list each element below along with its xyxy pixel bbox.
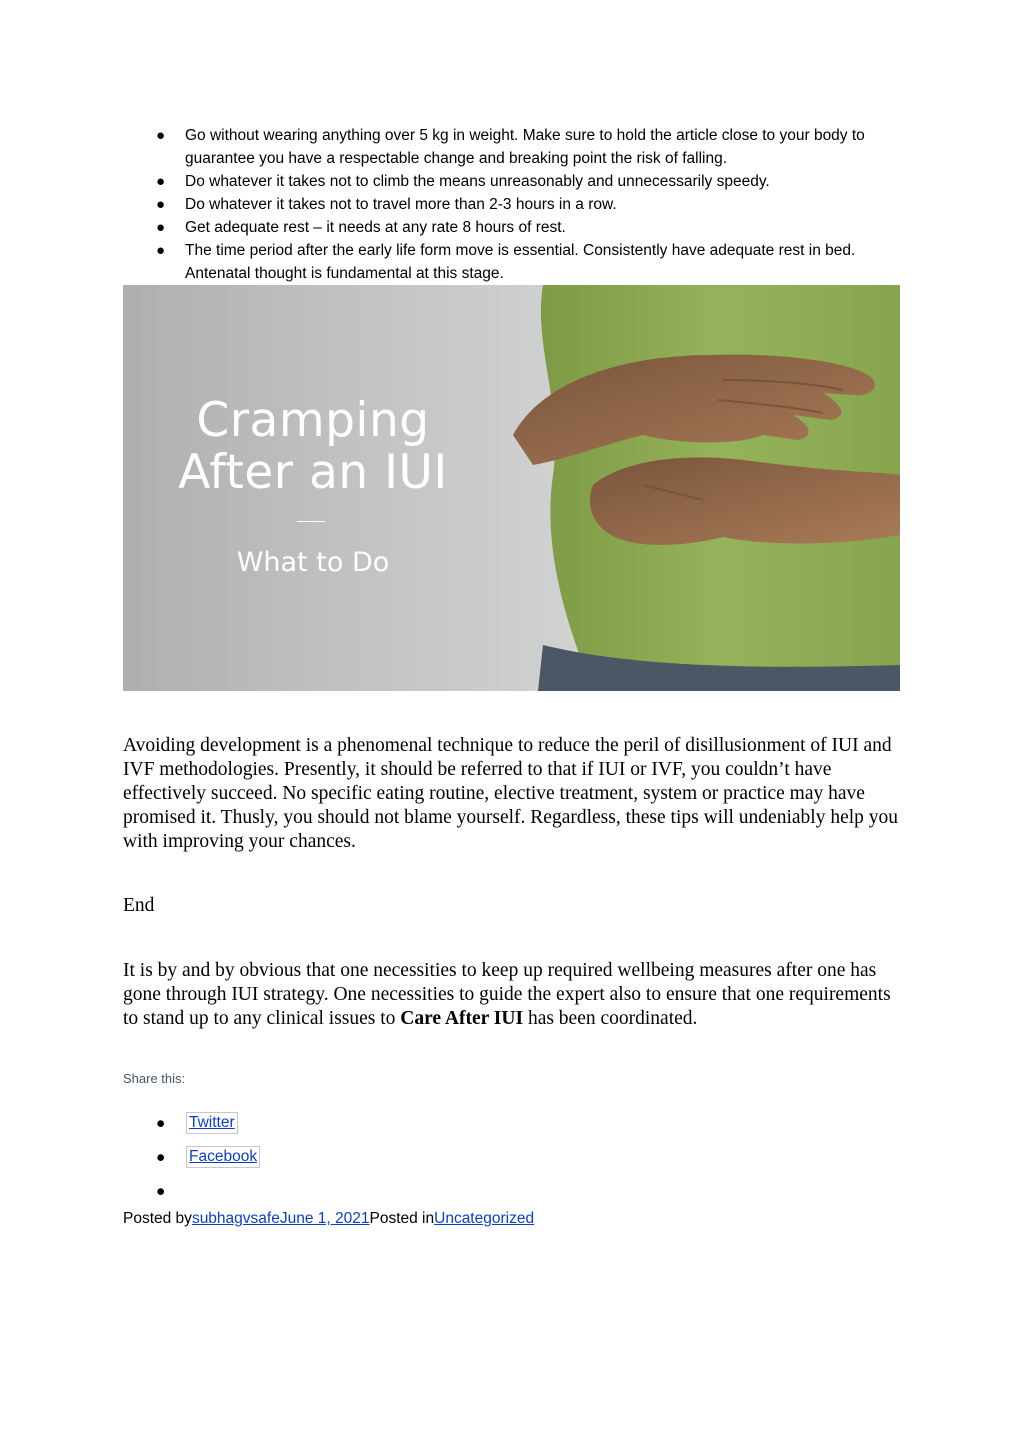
share-list	[123, 1112, 260, 1214]
bullet-dot: ●	[156, 1115, 166, 1132]
closing-bold-keyword: Care After IUI	[400, 1008, 524, 1029]
bullet-dot: ●	[156, 1149, 166, 1166]
bullet-item	[123, 124, 903, 170]
hero-subtitle: What to Do	[236, 547, 390, 578]
twitter-share-link[interactable]: Twitter	[186, 1112, 238, 1134]
hero-title-line2: After an IUI	[178, 445, 448, 500]
bullet-dot: ●	[156, 1183, 166, 1200]
bullet-list	[123, 124, 903, 285]
bullet-item	[123, 239, 903, 285]
author-link[interactable]: subhagvsafe	[191, 1210, 280, 1227]
bullet-text: Do whatever it takes not to travel more than 2-3 hours in a row.	[185, 196, 617, 213]
bullet-item	[123, 170, 903, 193]
hero-divider	[297, 521, 325, 522]
bullet-item	[123, 193, 903, 216]
bullet-text: The time period after the early life form move is essential. Consistently have adequate rest in bed. Antenatal thought is fundamental at this stage.	[185, 242, 856, 282]
posted-by-label: Posted by	[123, 1210, 192, 1227]
share-item-twitter	[123, 1112, 260, 1146]
share-label: Share this:	[123, 1071, 186, 1086]
post-meta	[123, 1210, 534, 1228]
bullet-text: Do whatever it takes not to climb the means unreasonably and unnecessarily speedy.	[185, 173, 770, 190]
section-heading-end: End	[123, 895, 155, 916]
bullet-dot: ●	[156, 196, 166, 213]
bullet-text: Get adequate rest – it needs at any rate 8 hours of rest.	[185, 219, 566, 236]
hero-title-line1: Cramping	[196, 393, 430, 448]
share-item-empty	[123, 1180, 260, 1214]
bullet-item	[123, 216, 903, 239]
body-paragraph: Avoiding development is a phenomenal technique to reduce the peril of disillusionment of IUI and IVF methodologies. Presently, it should be referred to that if IUI or IVF, you couldn’t have effectively succeed. No specific eating routine, elective treatment, system or practice may have promised it. Thusly, you should not blame yourself. Regardless, these tips will undeniably help you with improving your chances.	[123, 735, 899, 852]
share-item-facebook	[123, 1146, 260, 1180]
bullet-dot: ●	[156, 127, 166, 144]
posted-in-label: Posted in	[369, 1210, 435, 1227]
closing-text-end: has been coordinated.	[523, 1008, 698, 1029]
bullet-dot: ●	[156, 242, 166, 259]
bullet-text: Go without wearing anything over 5 kg in weight. Make sure to hold the article close to your body to guarantee you have a respectable change and breaking point the risk of falling.	[185, 127, 865, 167]
closing-paragraph	[123, 959, 903, 1031]
category-link[interactable]: Uncategorized	[434, 1210, 535, 1227]
closing-text: It is by and by obvious that one necessities to keep up required wellbeing measures after one has gone through IUI strategy. One necessities to guide the expert also to ensure that one requirements to stand up to any clinical issues to	[123, 960, 891, 1029]
facebook-share-link[interactable]: Facebook	[186, 1146, 260, 1168]
hero-image	[123, 285, 900, 691]
bullet-dot: ●	[156, 219, 166, 236]
bullet-dot: ●	[156, 173, 166, 190]
date-link[interactable]: June 1, 2021	[279, 1210, 370, 1227]
